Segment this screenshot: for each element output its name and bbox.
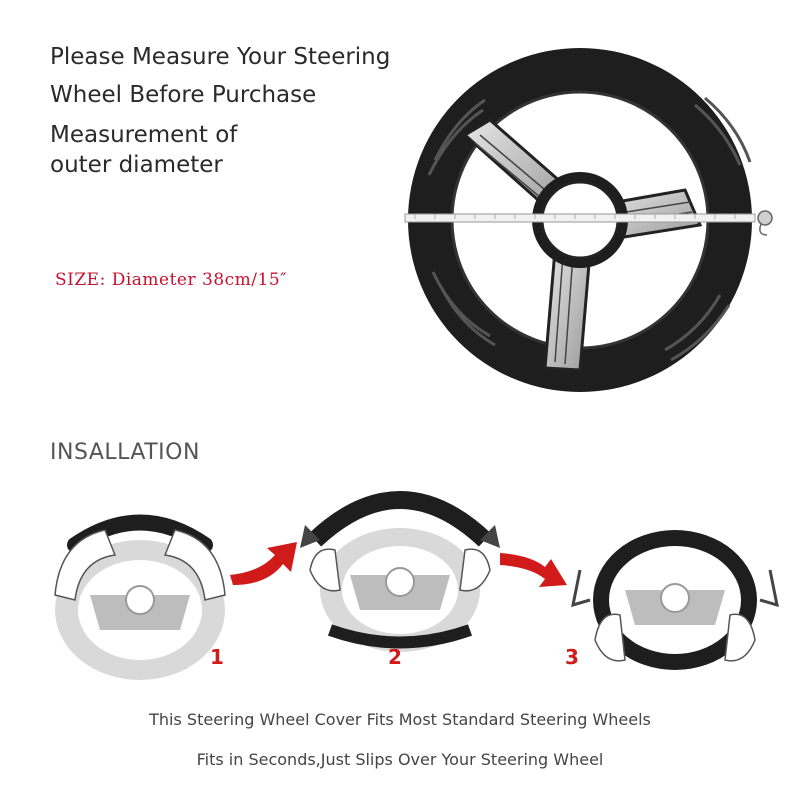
- step-number-2: 2: [388, 645, 402, 669]
- heading-line-1: Please Measure Your Steering: [50, 44, 391, 70]
- heading-line-2: Wheel Before Purchase: [50, 82, 317, 108]
- steering-wheel-illustration: [395, 40, 795, 400]
- caption-line-1: This Steering Wheel Cover Fits Most Standard Steering Wheels: [149, 710, 651, 729]
- arrow-right-icon-2: [495, 545, 575, 595]
- size-label: SIZE: Diameter 38cm/15″: [55, 270, 288, 290]
- heading-line-3: Measurement of: [50, 122, 238, 148]
- step-number-3: 3: [565, 645, 579, 669]
- step-number-1: 1: [210, 645, 224, 669]
- installation-title: INSALLATION: [50, 440, 200, 465]
- install-step-2-illustration: [290, 470, 510, 670]
- caption-line-2: Fits in Seconds,Just Slips Over Your Steering Wheel: [196, 750, 604, 769]
- install-step-3-illustration: [565, 510, 785, 690]
- heading-line-4: outer diameter: [50, 152, 223, 178]
